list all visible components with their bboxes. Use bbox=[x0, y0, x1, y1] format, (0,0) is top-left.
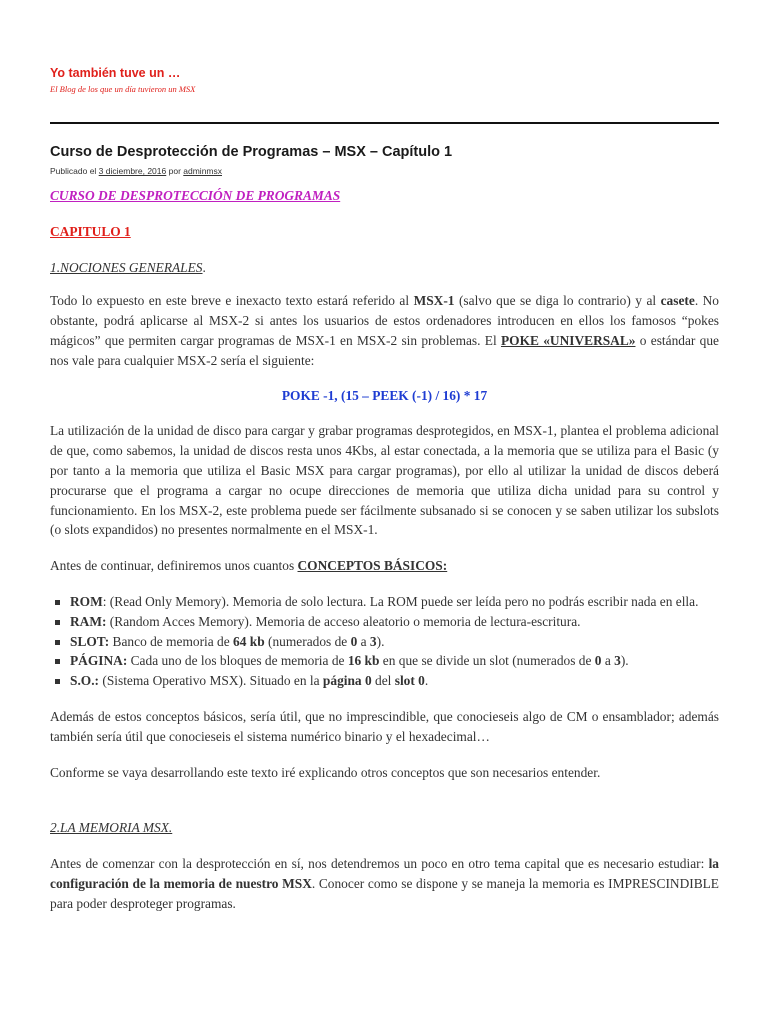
concept-text: Banco de memoria de bbox=[109, 633, 234, 649]
concept-text: ). bbox=[620, 653, 629, 669]
concept-text: en que se divide un slot (numerados de bbox=[379, 653, 595, 669]
meta-prefix: Publicado el bbox=[50, 166, 99, 176]
concept-term: RAM: bbox=[70, 613, 107, 629]
chapter-heading bbox=[50, 222, 719, 242]
post-content bbox=[50, 184, 719, 914]
p1-e: . No obstante, podrá aplicarse al MSX-2 si antes los usuarios de estos ordenadores introducen en ellos los famosos “pokes mágicos” que permiten cargar programas de MSX-1 en MSX-2 sin problemas. El bbox=[50, 293, 720, 348]
section1-heading bbox=[50, 258, 719, 278]
section1-dot: . bbox=[202, 259, 206, 275]
concept-text: a bbox=[601, 653, 615, 669]
concept-text: . bbox=[424, 673, 429, 689]
header-divider bbox=[50, 122, 719, 124]
course-heading bbox=[50, 186, 719, 206]
concepts-list bbox=[50, 592, 719, 691]
p1-c: (salvo que se diga lo contrario) y al bbox=[454, 293, 661, 309]
site-title-link[interactable]: Yo también tuve un … bbox=[50, 66, 181, 80]
p1-poke-universal: POKE «UNIVERSAL» bbox=[500, 332, 636, 348]
list-item bbox=[70, 612, 719, 632]
p1-a: Todo lo expuesto en este breve e inexacto texto estará referido al bbox=[50, 293, 414, 309]
post-author-link[interactable]: adminmsx bbox=[183, 166, 222, 176]
p1-casete: casete bbox=[660, 293, 695, 309]
concept-bold: página 0 bbox=[322, 673, 372, 689]
section2-heading bbox=[50, 818, 719, 838]
p6-a: Antes de comenzar con la desprotección en sí, nos detendremos un poco en otro tema capital que es necesario estudiar: bbox=[50, 856, 709, 872]
concept-term: SLOT: bbox=[70, 633, 110, 649]
post-meta bbox=[50, 166, 222, 176]
concept-bold: 3 bbox=[614, 653, 621, 669]
p1-msx1: MSX-1 bbox=[413, 293, 455, 309]
concept-text: del bbox=[371, 673, 395, 689]
concept-bold: 16 kb bbox=[347, 653, 380, 669]
concept-bold: 3 bbox=[369, 633, 377, 649]
list-item bbox=[70, 651, 719, 671]
paragraph-memoria bbox=[50, 854, 719, 913]
section2-title: LA MEMORIA MSX. bbox=[60, 820, 173, 836]
concept-term: ROM bbox=[70, 593, 103, 609]
concept-text: Cada uno de los bloques de memoria de bbox=[127, 653, 348, 669]
poke-command: POKE -1, (15 – PEEK (-1) / 16) * 17 bbox=[281, 387, 488, 403]
section1-num: 1. bbox=[50, 259, 61, 275]
concept-bold: 64 kb bbox=[233, 633, 265, 649]
concept-text: a bbox=[357, 633, 370, 649]
concept-text: : (Read Only Memory). Memoria de solo lectura. La ROM puede ser leída pero no podrás escribir nada en ella. bbox=[102, 593, 699, 609]
course-heading-text: CURSO DE DESPROTECCIÓN DE PROGRAMAS bbox=[50, 188, 341, 203]
concept-bold: 0 bbox=[594, 653, 602, 669]
p3-a: Antes de continuar, definiremos unos cuantos bbox=[50, 558, 298, 574]
list-item bbox=[70, 671, 719, 691]
p6-c: . Conocer como se dispone y se maneja la memoria es IMPRESCINDIBLE para poder desproteger programas. bbox=[50, 875, 719, 911]
list-item bbox=[70, 592, 719, 612]
concept-term: PÁGINA: bbox=[70, 653, 128, 669]
p6-bold: la configuración de la memoria de nuestro MSX bbox=[50, 856, 719, 891]
concept-text: (Random Acces Memory). Memoria de acceso aleatorio o memoria de lectura-escritura. bbox=[106, 613, 581, 629]
site-header bbox=[50, 66, 720, 95]
concept-bold: 0 bbox=[350, 633, 358, 649]
section2-num: 2. bbox=[50, 820, 61, 836]
list-item bbox=[70, 632, 719, 652]
concept-text: (Sistema Operativo MSX). Situado en la bbox=[99, 673, 323, 689]
site-tagline: El Blog de los que un día tuvieron un MSX bbox=[50, 84, 196, 94]
paragraph-cm: Además de estos conceptos básicos, sería útil, que no imprescindible, que conocieseis algo de CM o ensamblador; además también sería útil que conocieseis el sistema numérico binario y el hexadecimal… bbox=[50, 708, 719, 744]
post-title: Curso de Desprotección de Programas – MSX – Capítulo 1 bbox=[50, 144, 453, 160]
paragraph-disk: La utilización de la unidad de disco para cargar y grabar programas desprotegidos, en MSX-1, plantea el problema adicional de que, como sabemos, la unidad de discos resta unos 4Kbs, al estar conectada, a la memoria que se utiliza para el Basic (y por tanto a la memoria que utiliza el Basic MSX para cargar programas), por ello al utilizar la unidad de discos deberá procurarse que el programa a cargar no ocupe direcciones de memoria que utiliza dicha unidad para su control y funcionamiento. En los MSX-2, este problema puede ser fácilmente subsanado si se conocen y se saben utilizar los subslots (o slots expandidos) no presentes normalmente en el MSX-1. bbox=[50, 423, 719, 538]
meta-by: por bbox=[166, 166, 184, 176]
concept-text: ). bbox=[376, 633, 385, 649]
paragraph-intro bbox=[50, 291, 719, 370]
p3-conceptos: CONCEPTOS BÁSICOS: bbox=[297, 558, 448, 574]
paragraph-concepts-intro bbox=[50, 556, 719, 576]
p1-g: o estándar que nos vale para cualquier MSX-2 sería el siguiente: bbox=[50, 332, 719, 368]
paragraph-conforme: Conforme se vaya desarrollando este texto iré explicando otros conceptos que son necesarios entender. bbox=[50, 764, 601, 780]
concept-bold: slot 0 bbox=[394, 673, 425, 689]
concept-text: (numerados de bbox=[264, 633, 351, 649]
chapter-heading-text: CAPITULO 1 bbox=[50, 223, 131, 239]
section1-title: NOCIONES GENERALES bbox=[60, 259, 203, 275]
post-date-link[interactable]: 3 diciembre, 2016 bbox=[98, 166, 167, 176]
concept-term: S.O.: bbox=[70, 673, 100, 689]
